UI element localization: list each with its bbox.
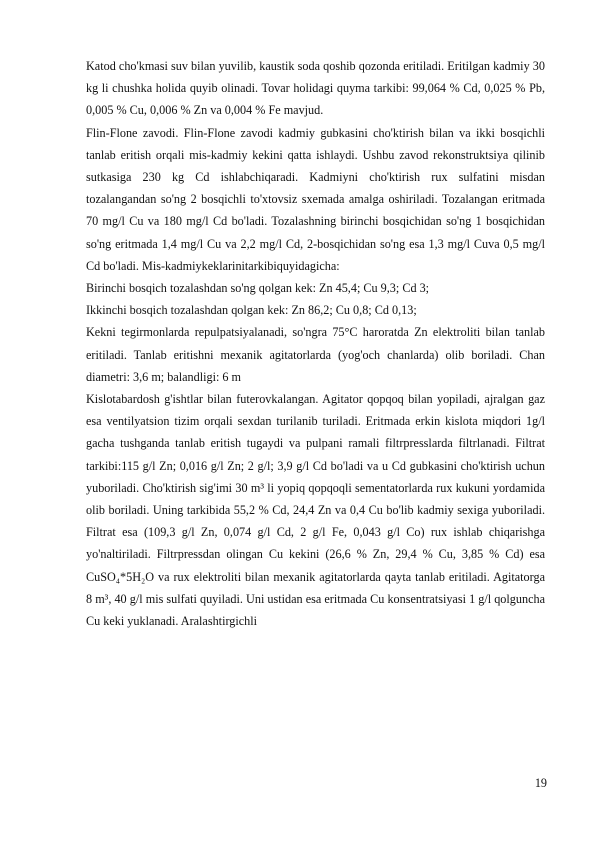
paragraph-katod: Katod cho'kmasi suv bilan yuvilib, kaustik soda qoshib qozonda eritiladi. Eritilgan kadmiy 30 kg li chushka holida quyib olinadi. Tovar holidagi quyma tarkibi: 99,064 % Cd, 0,025 % Pb, 0,005 % Cu, 0,006 % Zn va 0,004 % Fe mavjud. — [86, 59, 545, 118]
paragraph-first-stage-cake: Birinchi bosqich tozalashdan so'ng qolgan kek: Zn 45,4; Cu 9,3; Cd 3; — [86, 281, 430, 296]
paragraph-second-stage-cake: Ikkinchi bosqich tozalashdan qolgan kek: Zn 86,2; Cu 0,8; Cd 0,13; — [86, 303, 417, 318]
paragraph-kekni: Kekni tegirmonlarda repulpatsiyalanadi, so'ngra 75°C haroratda Zn elektroliti bilan tanlab eritiladi. Tanlab eritishni mexanik agitatorlarda (yog'och chanlarda) olib boriladi. Chan diametri: 3,6 m; balandligi: 6 m — [86, 325, 545, 384]
paragraph-flin-flone: Flin-Flone zavodi. Flin-Flone zavodi kadmiy gubkasini cho'ktirish bilan va ikki bosqichli tanlab eritish orqali mis-kadmiy kekini qatta ishlaydi. Ushbu zavod rekonstruktsiya qilinib sutkasiga 230 kg Cd ishlabchiqaradi. Kadmiyni cho'ktirish rux sulfatini misdan tozalangandan so'ng 2 bosqichli to'xtovsiz sxemada amalga oshiriladi. Tozalangan eritmada 70 mg/l Cu va 180 mg/l Cd bo'ladi. Tozalashning birinchi bosqichidan so'ng 1 bosqichidan so'ng eritmada 1,4 mg/l Cu va 2,2 mg/l Cd, 2-bosqichidan so'ng esa 1,3 mg/l Cuva 0,5 mg/l Cd bo'ladi. Mis-kadmiykeklarinitarkibiquyidagicha: — [86, 125, 545, 273]
document-body — [86, 55, 545, 632]
page-number: 19 — [534, 776, 547, 790]
paragraph-kislotabardosh: Kislotabardosh g'ishtlar bilan futerovkalangan. Agitator qopqoq bilan yopiladi, ajralgan gaz esa ventilyatsion tizim orqali sexdan turilanib turiladi. Eritmada erkin kislota miqdori 1g/l gacha tushganda tanlab eritish tugaydi va pulpani ramali filtrpresslarda filtrlanadi. Filtrat tarkibi:115 g/l Zn; 0,016 g/l Zn; 2 g/l; 3,9 g/l Cd bo'ladi va u Cd gubkasini cho'ktirish uchun yuboriladi. Cho'ktirish sig'imi 30 m³ li yopiq qopqoqli sementatorlarda rux kukuni yordamida olib boriladi. Uning tarkibida 55,2 % Cd, 24,4 Zn va 0,4 Cu bo'lib kadmiy sexiga yuboriladi. Filtrat esa (109,3 g/l Zn, 0,074 g/l Cd, 2 g/l Fe, 0,043 g/l Co) rux ishlab chiqarishga yo'naltiriladi. Filtrpressdan olingan Cu kekini (26,6 % Zn, 29,4 % Cu, 3,85 % Cd) esa CuSO₄*5H₂O va rux elektroliti bilan mexanik agitatorlarda qayta tanlab eritiladi. Agitatorga 8 m³, 40 g/l mis sulfati quyiladi. Uni ustidan esa eritmada Cu konsentratsiyasi 1 g/l qolguncha Cu keki yuklanadi. Aralashtirgichli — [86, 392, 545, 629]
